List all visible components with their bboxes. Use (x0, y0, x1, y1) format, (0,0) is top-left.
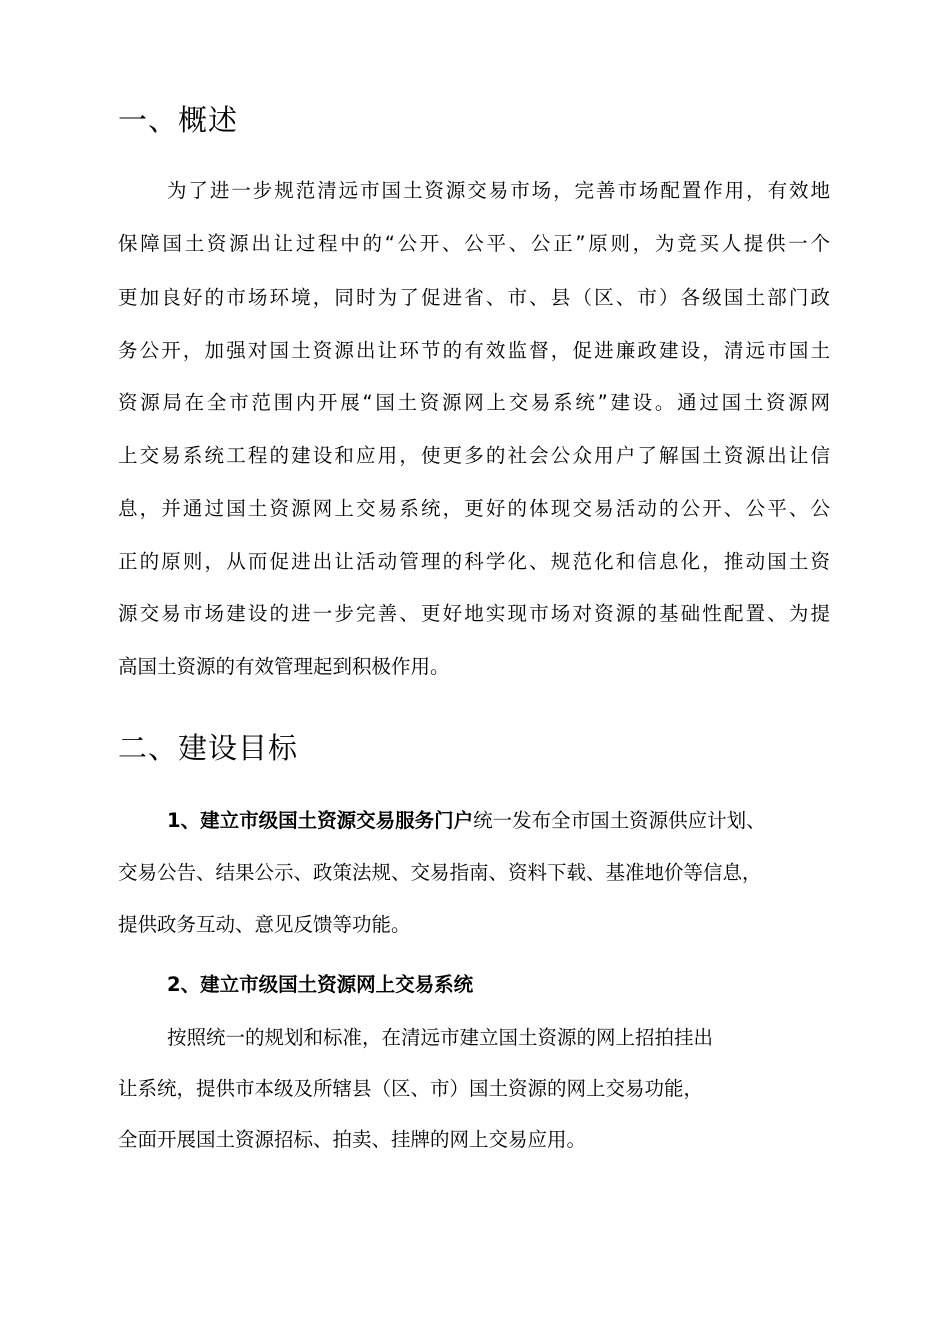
goal-1-line-1 (167, 806, 766, 836)
goal-1-line-2: 交易公告、结果公示、政策法规、交易指南、资料下载、基准地价等信息， (118, 861, 762, 884)
section-1-line-8: 正的原则，从而促进出让活动管理的科学化、规范化和信息化，推动国土资 (118, 550, 830, 573)
goal-2-title: 2、建立市级国土资源网上交易系统 (167, 973, 474, 996)
section-1-line-2: 保障国土资源出让过程中的“公开、公平、公正”原则，为竞买人提供一个 (118, 232, 830, 255)
section-1-line-1: 为了进一步规范清远市国土资源交易市场，完善市场配置作用，有效地 (167, 179, 830, 202)
section-1-line-5: 资源局在全市范围内开展“国土资源网上交易系统”建设。通过国土资源网 (118, 391, 830, 414)
goal-1-title: 1、建立市级国土资源交易服务门户 (167, 809, 474, 832)
goal-1-line-3: 提供政务互动、意见反馈等功能。 (118, 913, 411, 936)
section-1-line-9: 源交易市场建设的进一步完善、更好地实现市场对资源的基础性配置、为提 (118, 602, 830, 625)
section-1-heading: 一、概述 (118, 103, 239, 137)
section-1-line-10: 高国土资源的有效管理起到积极作用。 (118, 655, 450, 678)
goal-2-line-2: 让系统，提供市本级及所辖县（区、市）国土资源的网上交易功能， (118, 1077, 704, 1100)
section-1-line-4: 务公开，加强对国土资源出让环节的有效监督，促进廉政建设，清远市国土 (118, 339, 830, 362)
section-2-heading: 二、建设目标 (118, 731, 299, 765)
goal-1-description: 统一发布全市国土资源供应计划、 (473, 809, 766, 832)
goal-2-line-3: 全面开展国土资源招标、拍卖、挂牌的网上交易应用。 (118, 1128, 587, 1151)
section-1-line-3: 更加良好的市场环境，同时为了促进省、市、县（区、市）各级国土部门政 (118, 286, 830, 309)
goal-2-line-1: 按照统一的规划和标准，在清远市建立国土资源的网上招拍挂出 (167, 1026, 714, 1049)
section-1-line-6: 上交易系统工程的建设和应用，使更多的社会公众用户了解国土资源出让信 (118, 444, 830, 467)
section-1-line-7: 息，并通过国土资源网上交易系统，更好的体现交易活动的公开、公平、公 (118, 497, 830, 520)
